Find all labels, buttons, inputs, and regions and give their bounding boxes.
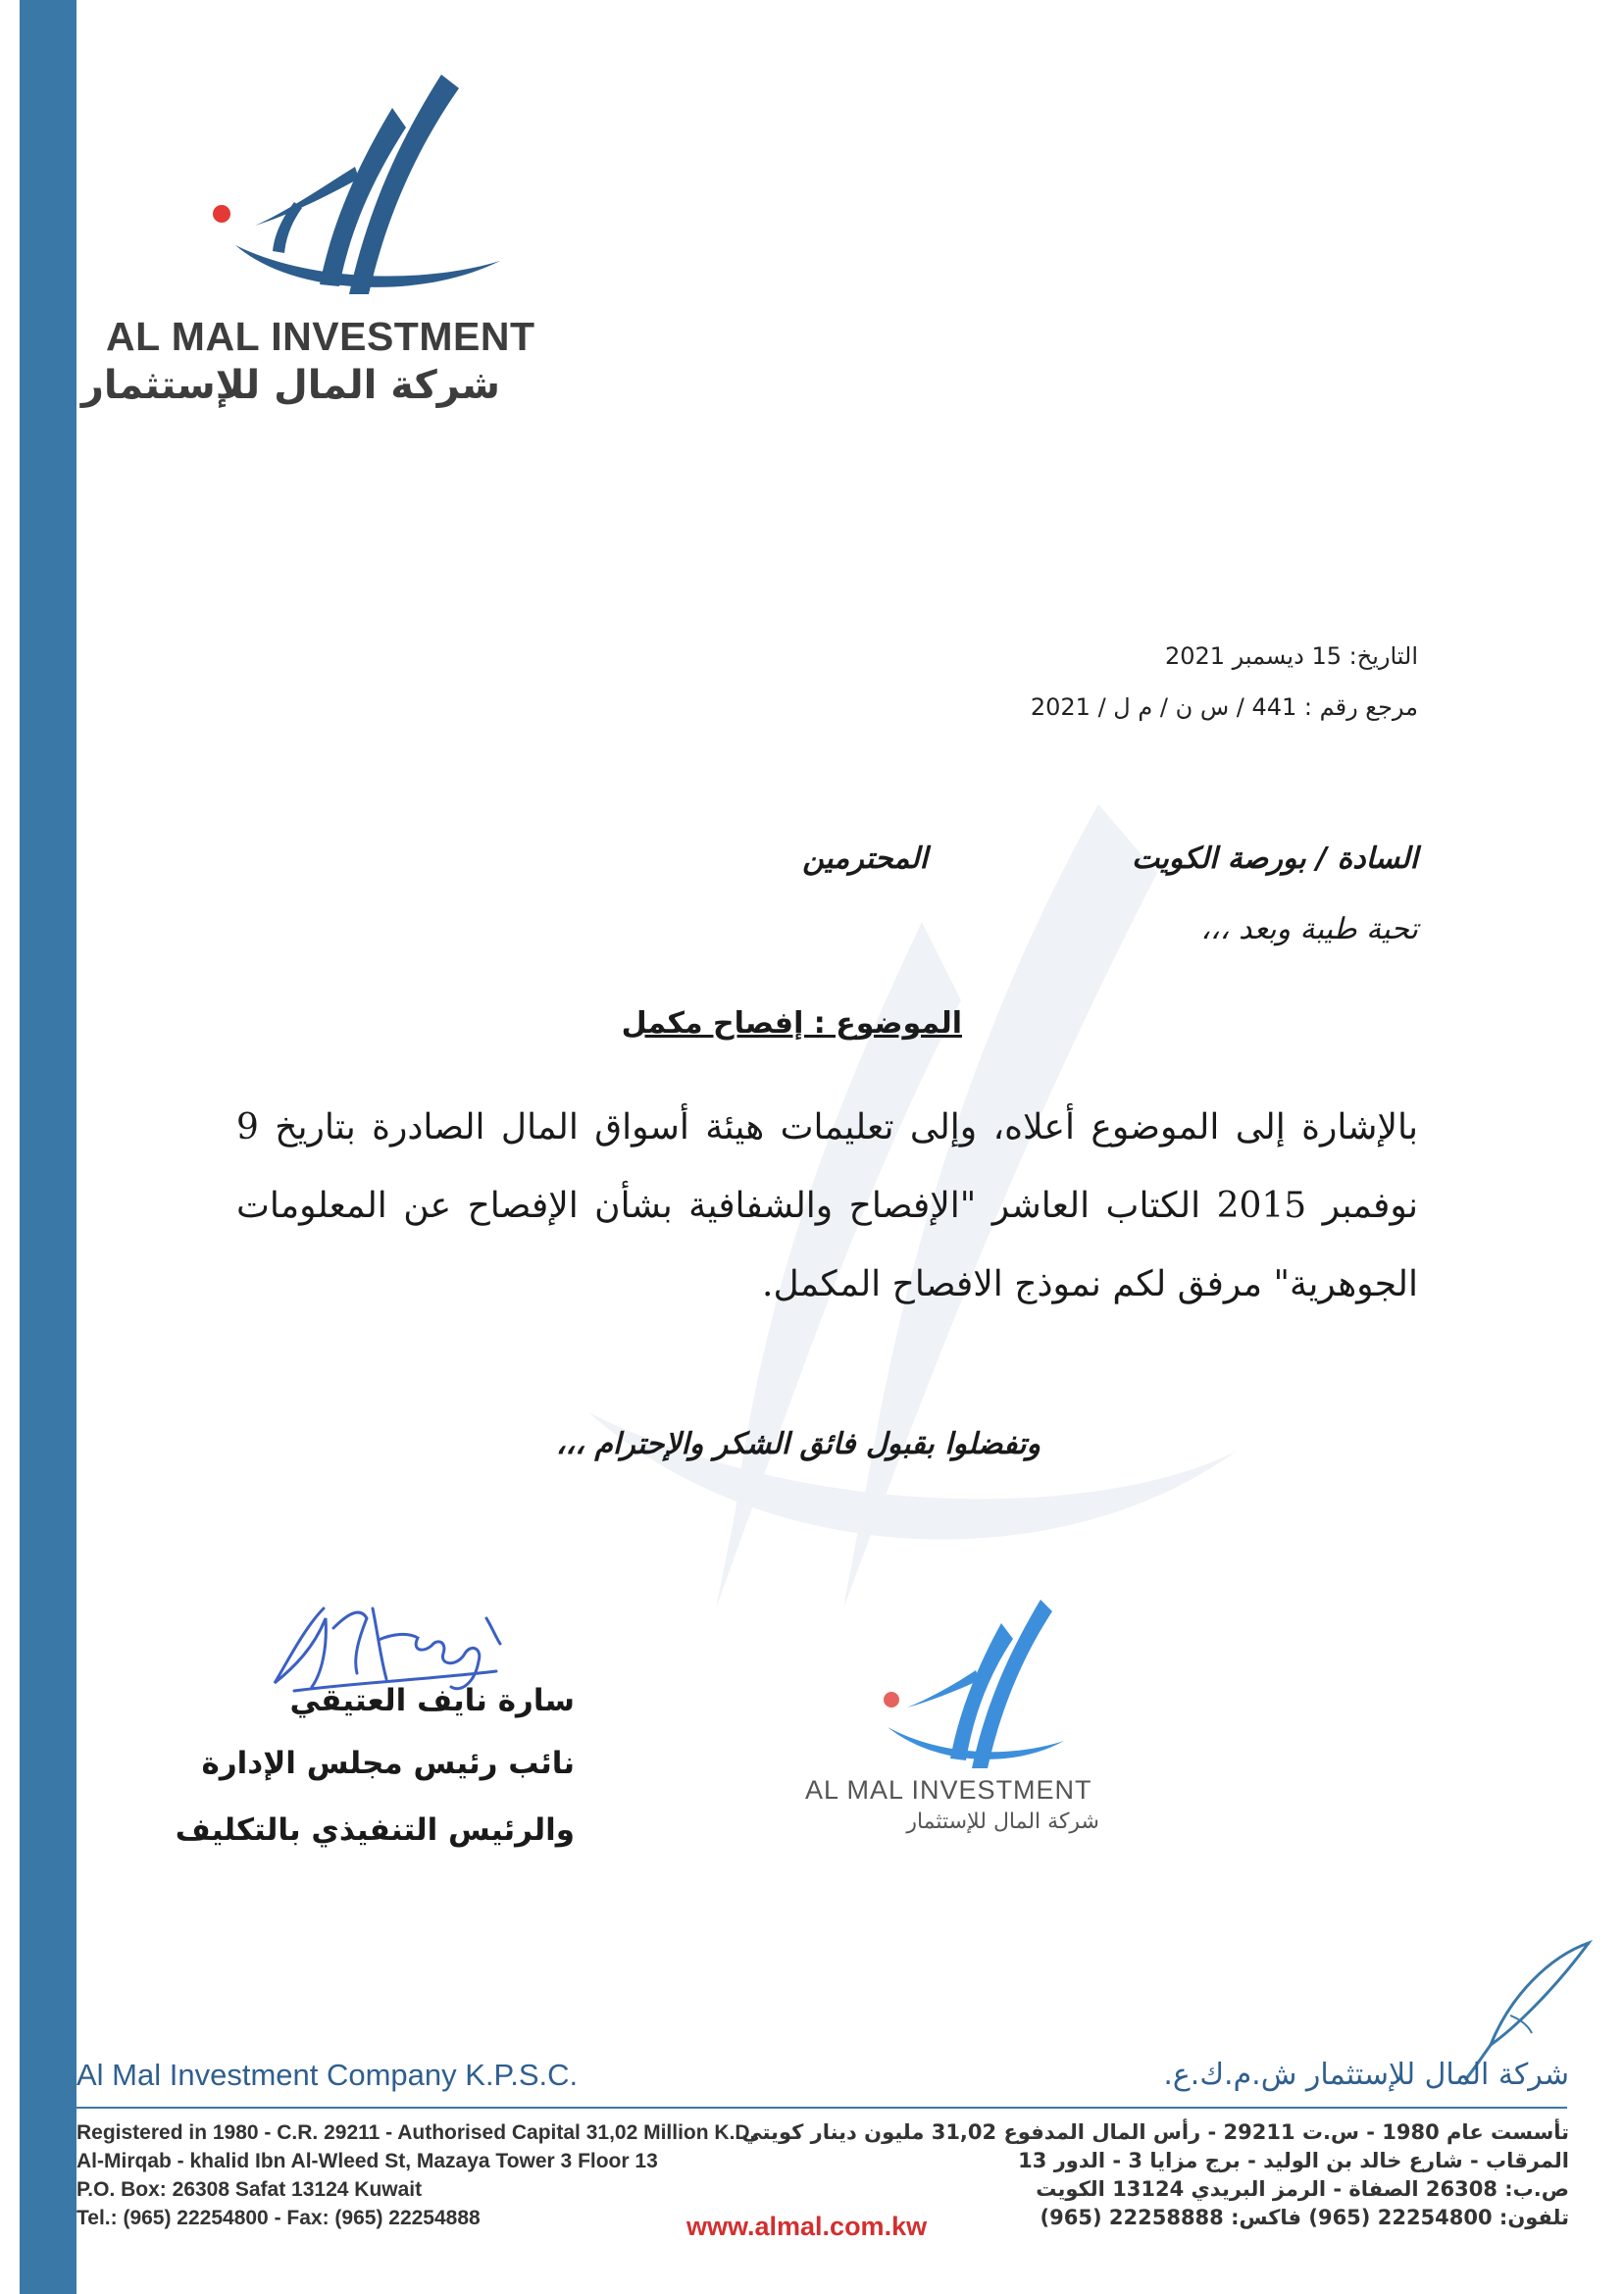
- letter-date: التاريخ: 15 ديسمبر 2021: [1164, 642, 1418, 670]
- footer-phone-en: Tel.: (965) 22254800 - Fax: (965) 22254888: [76, 2207, 481, 2229]
- footer-address-en: Al-Mirqab - khalid Ibn Al-Wleed St, Mazaya Tower 3 Floor 13: [76, 2150, 658, 2172]
- company-stamp: [799, 1594, 1123, 1859]
- signatory-role: والرئيس التنفيذي بالتكليف: [175, 1812, 575, 1848]
- letter-reference: مرجع رقم : 441 / س ن / م ل / 2021: [1030, 693, 1418, 721]
- footer-registration-ar: تأسست عام 1980 - س.ت 29211 - رأس المال المدفوع 31,02 مليون دينار كويتي: [741, 2120, 1569, 2144]
- stamp-name-ar: شركة المال للإستثمار: [906, 1810, 1099, 1834]
- signatory-name: سارة نايف العتيقي: [289, 1683, 575, 1718]
- website-link[interactable]: www.almal.com.kw: [686, 2212, 928, 2241]
- brand-sidebar-bar: [20, 0, 76, 2294]
- letter-paragraph: بالإشارة إلى الموضوع أعلاه، وإلى تعليمات هيئة أسواق المال الصادرة بتاريخ 9 نوفمبر 2015 الكتاب العاشر "الإفصاح والشفافية بشأن الإفصاح عن المعلومات الجوهرية" مرفق لكم نموذج الافصاح المكمل.: [236, 1107, 1419, 1304]
- stamp-name-en: AL MAL INVESTMENT: [805, 1775, 1092, 1805]
- letter-subject: الموضوع : إفصاح مكمل: [621, 1006, 962, 1041]
- footer-details-en: [76, 2118, 755, 2232]
- logo-name-ar: شركة المال للإستثمار: [80, 363, 500, 408]
- footer-pobox-en: P.O. Box: 26308 Safat 13124 Kuwait: [76, 2178, 423, 2201]
- letter-addressee: السادة / بورصة الكويت: [1132, 841, 1418, 876]
- logo-name-en: AL MAL INVESTMENT: [106, 314, 535, 359]
- almal-logo-mark-icon: [177, 69, 510, 314]
- signature-icon: [265, 1589, 520, 1697]
- footer-registration-en: Registered in 1980 - C.R. 29211 - Authorised Capital 31,02 Million K.D.: [76, 2121, 756, 2144]
- signatory-title: نائب رئيس مجلس الإدارة: [201, 1746, 575, 1781]
- footer-company-name-ar: شركة المال للإستثمار ش.م.ك.ع.: [1163, 2058, 1569, 2092]
- footer-address-ar: المرقاب - شارع خالد بن الوليد - برج مزايا 3 - الدور 13: [1018, 2149, 1569, 2172]
- footer-divider: [76, 2107, 1567, 2109]
- footer-pobox-ar: ص.ب: 26308 الصفاة - الرمز البريدي 13124 الكويت: [1036, 2177, 1569, 2201]
- footer-phone-ar: تلفون: 22254800 (965) فاكس: 22258888 (965): [1040, 2206, 1569, 2229]
- company-logo: [80, 69, 535, 422]
- letter-addressee-suffix: المحترمين: [802, 841, 928, 876]
- letter-closing: وتفضلوا بقبول فائق الشكر والإحترام ،،،: [555, 1427, 1040, 1461]
- letter-greeting: تحية طيبة وبعد ،،،: [1200, 912, 1418, 946]
- footer-company-name-en: Al Mal Investment Company K.P.S.C.: [76, 2058, 579, 2092]
- stamp-logo-mark-icon: [858, 1594, 1074, 1780]
